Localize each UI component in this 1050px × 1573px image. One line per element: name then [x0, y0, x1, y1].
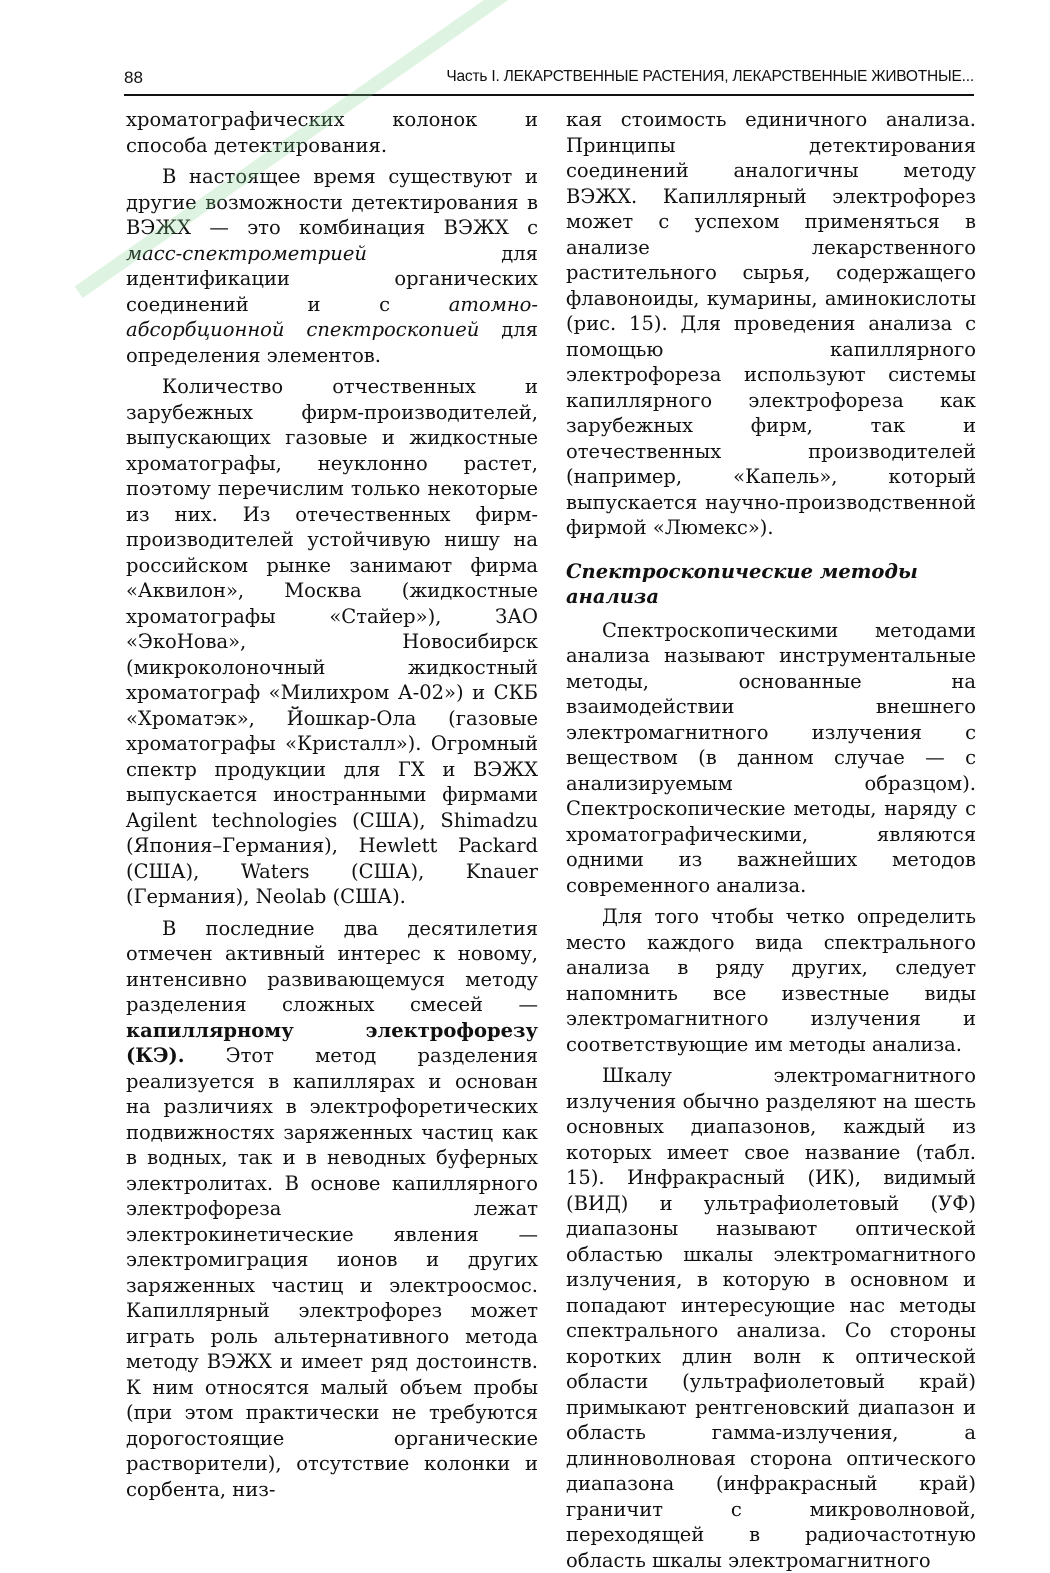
left-column	[126, 107, 538, 1502]
paragraph: Количество отчественных и зарубежных фирм-производителей, выпускающих газовые и жидкостные хроматографы, неуклонно растет, поэтому перечислим только некоторые из них. Из отечественных фирм-производителей устойчивую нишу на российском рынке занимают фирма «Аквилон», Москва (жидкостные хроматографы «Стайер»), ЗАО «ЭкоНова», Новосибирск (микроколоночный жидкостный хроматограф «Милихром А-02») и СКБ «Хроматэк», Йошкар-Ола (газовые хроматографы «Кристалл»). Огромный спектр продукции для ГХ и ВЭЖХ выпускается иностранными фирмами Agilent technologies (США), Shimadzu (Япония–Германия), Hewlett Packard (США), Waters (США), Knauer (Германия), Neolab (США).	[126, 375, 538, 908]
paragraph: В последние два десятилетия отмечен активный интерес к новому, интенсивно развивающемуся методу разделения сложных смесей — капиллярному электрофорезу (КЭ). Этот метод разделения реализуется в капиллярах и основан на различиях в электрофоретических подвижностях заряженных частиц как в водных, так и в неводных буферных электролитах. В основе капиллярного электрофореза лежат электрокинетические явления — электромиграция ионов и других заряженных частиц и электроосмос. Капиллярный электрофорез может играть роль альтернативного метода методу ВЭЖХ и имеет ряд достоинств. К ним относятся малый объем пробы (при этом практически не требуются дорогостоящие органические растворители), отсутствие колонки и сорбента, низ-	[126, 916, 538, 1501]
paragraph: кая стоимость единичного анализа. Принципы детектирования соединений аналогичны методу ВЭЖХ. Капиллярный электрофорез может с успехом применяться в анализе лекарственного растительного сырья, содержащего флавоноиды, кумарины, аминокислоты (рис. 15). Для проведения анализа с помощью капиллярного электрофореза используют системы капиллярного электрофореза как зарубежных фирм, так и отечественных производителей (например, «Капель», который выпускается научно-производственной фирмой «Люмекс»).	[566, 108, 976, 539]
right-column	[566, 107, 976, 1573]
paragraph: Спектроскопическими методами анализа называют инструментальные методы, основанные на взаимодействии внешнего электромагнитного излучения с веществом (в данном случае — с анализируемым образцом). Спектроскопические методы, наряду с хроматографическими, являются одними из важнейших методов современного анализа.	[566, 618, 976, 897]
paragraph: Шкалу электромагнитного излучения обычно разделяют на шесть основных диапазонов, каждый из которых имеет свое название (табл. 15). Инфракрасный (ИК), видимый (ВИД) и ультрафиолетовый (УФ) диапазоны называют оптической областью шкалы электромагнитного излучения, в которую в основном и попадают интересующие нас методы спектрального анализа. Со стороны коротких длин волн к оптической области (ультрафиолетовый край) примыкают рентгеновский диапазон и область гамма-излучения, а длинноволновая сторона оптического диапазона (инфракрасный край) граничит с микроволновой, переходящей в радиочастотную область шкалы электромагнитного	[566, 1064, 976, 1572]
paragraph: В настоящее время существуют и другие возможности детектирования в ВЭЖХ — это комбинация ВЭЖХ с масс-спектрометрией для идентификации органических соединений и с атомно-абсорбционной спектроскопией для определения элементов.	[126, 165, 538, 367]
paragraph: Для того чтобы четко определить место каждого вида спектрального анализа в ряду других, следует напомнить все известные виды электромагнитного излучения и соответствующие им методы анализа.	[566, 905, 976, 1056]
section-heading: Спектроскопические методы анализа	[566, 559, 918, 608]
running-title: Часть I. ЛЕКАРСТВЕННЫЕ РАСТЕНИЯ, ЛЕКАРСТВЕННЫЕ ЖИВОТНЫЕ...	[446, 68, 974, 85]
page-header	[124, 66, 974, 96]
page-number: 88	[124, 68, 143, 87]
paragraph: хроматографических колонок и способа детектирования.	[126, 108, 538, 157]
